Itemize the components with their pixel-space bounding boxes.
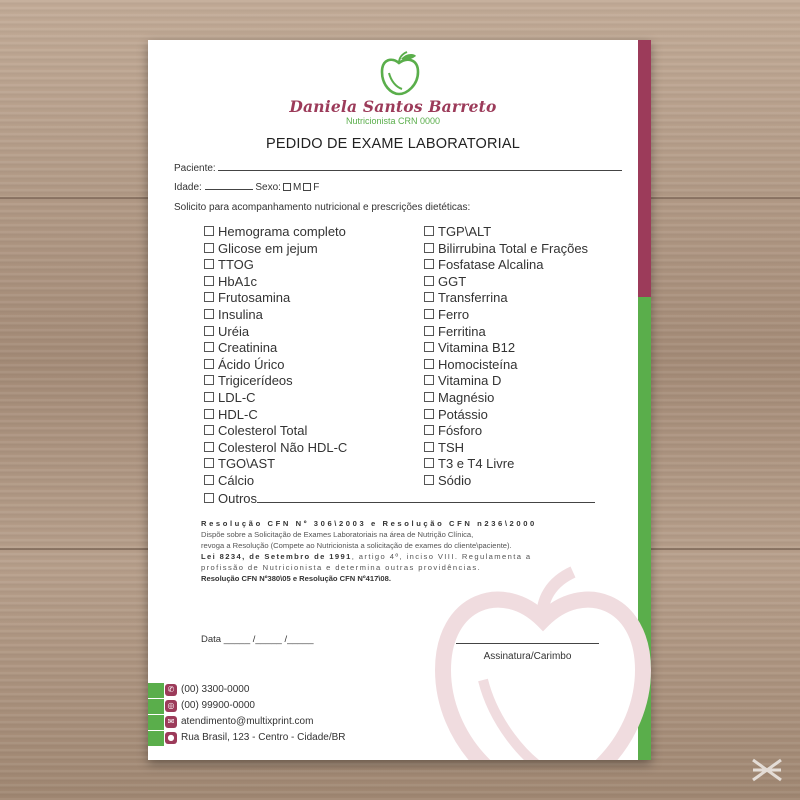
exam-checkbox-item[interactable] xyxy=(204,340,277,355)
sex-m-checkbox[interactable] xyxy=(283,183,291,191)
exam-label: Cálcio xyxy=(218,473,255,488)
exam-label: Uréia xyxy=(218,323,250,339)
exam-checkbox-item[interactable] xyxy=(204,290,290,305)
contact-text: (00) 99900-0000 xyxy=(181,700,255,711)
legal-line: Dispõe sobre a Solicitação de Exames Laboratoriais na área de Nutrição Clínica, xyxy=(201,530,474,539)
legal-line: Resolução CFN Nº380\05 e Resolução CFN Nº417\08. xyxy=(201,574,391,583)
exam-checkbox-item[interactable] xyxy=(424,440,464,455)
legal-line: profissão de Nutricionista e determina outras providências. xyxy=(201,563,482,572)
exam-label: Bilirrubina Total e Frações xyxy=(438,240,589,256)
contact-bar xyxy=(148,731,164,746)
exam-label: Hemograma completo xyxy=(218,224,346,239)
checkbox-icon[interactable] xyxy=(424,342,434,352)
contact-bar xyxy=(148,715,164,730)
phone-icon: ✆ xyxy=(165,684,177,696)
checkbox-icon[interactable] xyxy=(204,292,214,302)
exam-checkbox-item[interactable] xyxy=(424,274,466,289)
checkbox-icon[interactable] xyxy=(204,409,214,419)
exam-checkbox-item[interactable] xyxy=(204,407,258,422)
contact-bar xyxy=(148,699,164,714)
checkbox-icon[interactable] xyxy=(204,475,214,485)
checkbox-icon[interactable] xyxy=(424,458,434,468)
legal-line: revoga a Resolução (Compete ao Nutricionista a solicitação de exames do cliente\paciente). xyxy=(201,541,512,550)
exam-label: HbA1c xyxy=(218,273,258,289)
contact-text: Rua Brasil, 123 - Centro - Cidade/BR xyxy=(181,732,346,743)
multix-watermark-icon xyxy=(750,757,784,783)
checkbox-icon[interactable] xyxy=(424,259,434,269)
exam-checkbox-item[interactable] xyxy=(204,473,254,488)
checkbox-icon[interactable] xyxy=(204,392,214,402)
checkbox-icon[interactable] xyxy=(204,493,214,503)
exam-label: Homocisteína xyxy=(438,356,518,372)
wine-side-stripe xyxy=(638,40,651,297)
exam-label: TSH xyxy=(438,439,464,455)
exam-checkbox-item[interactable] xyxy=(424,324,486,339)
checkbox-icon[interactable] xyxy=(424,226,434,236)
exam-label: Colesterol Não HDL-C xyxy=(218,439,348,455)
contact-text: (00) 3300-0000 xyxy=(181,684,250,695)
checkbox-icon[interactable] xyxy=(204,276,214,286)
checkbox-icon[interactable] xyxy=(424,326,434,336)
checkbox-icon[interactable] xyxy=(424,276,434,286)
exam-checkbox-item[interactable] xyxy=(424,423,482,438)
exam-checkbox-item[interactable] xyxy=(424,407,488,422)
checkbox-icon[interactable] xyxy=(424,292,434,302)
exam-label: Outros xyxy=(218,491,258,506)
exam-label: Transferrina xyxy=(438,290,508,306)
patient-field[interactable] xyxy=(174,161,622,174)
sex-f-label: F xyxy=(313,182,320,193)
exam-label: Colesterol Total xyxy=(218,423,308,439)
brand-subtitle: Nutricionista CRN 0000 xyxy=(345,116,441,126)
age-sex-field xyxy=(174,180,319,193)
exam-checkbox-item[interactable] xyxy=(204,307,263,322)
exam-request-sheet xyxy=(148,40,651,760)
sex-m-label: M xyxy=(292,182,302,193)
exam-label: Frutosamina xyxy=(218,290,291,306)
exam-checkbox-item[interactable] xyxy=(424,257,544,272)
legal-resolution-title: Resolução CFN Nº 306\2003 e Resolução CFN n236\2000 xyxy=(201,519,537,528)
exam-label: Fósforo xyxy=(438,423,483,439)
exam-label: Vitamina D xyxy=(438,373,502,389)
checkbox-icon[interactable] xyxy=(204,243,214,253)
exam-checkbox-item[interactable] xyxy=(424,473,471,488)
age-label: Idade: xyxy=(174,182,202,193)
exam-label: HDL-C xyxy=(218,406,258,422)
exam-label: Creatinina xyxy=(218,340,278,356)
checkbox-icon[interactable] xyxy=(424,359,434,369)
exam-label: Sódio xyxy=(438,473,472,488)
exam-checkbox-item[interactable] xyxy=(204,274,257,289)
exam-label: Insulina xyxy=(218,307,263,322)
legal-line: , artigo 4º, inciso VIII. Regulamenta a xyxy=(351,552,532,561)
whatsapp-icon: ◎ xyxy=(165,700,177,712)
checkbox-icon[interactable] xyxy=(204,442,214,452)
exam-label: Ácido Úrico xyxy=(218,356,285,372)
exam-label: TTOG xyxy=(218,257,254,273)
checkbox-icon[interactable] xyxy=(424,309,434,319)
checkbox-icon[interactable] xyxy=(424,425,434,435)
exam-checkbox-item[interactable] xyxy=(204,224,346,239)
exam-list-right xyxy=(424,224,634,494)
checkbox-icon[interactable] xyxy=(204,226,214,236)
exam-checkbox-item[interactable] xyxy=(204,373,293,388)
checkbox-icon[interactable] xyxy=(424,442,434,452)
exam-label: Vitamina B12 xyxy=(438,340,516,356)
exam-label: Glicose em jejum xyxy=(218,240,318,256)
exam-checkbox-item[interactable] xyxy=(204,257,254,272)
checkbox-icon[interactable] xyxy=(204,425,214,435)
exam-checkbox-item[interactable] xyxy=(424,373,501,388)
exam-checkbox-item[interactable] xyxy=(424,357,517,372)
exam-list-left xyxy=(204,224,424,514)
exam-checkbox-item[interactable] xyxy=(424,224,491,239)
exam-checkbox-item[interactable] xyxy=(204,423,307,438)
exam-checkbox-item[interactable] xyxy=(424,340,515,355)
sex-label: Sexo: xyxy=(255,182,281,193)
exam-label: Trigicerídeos xyxy=(218,373,293,389)
checkbox-icon[interactable] xyxy=(424,409,434,419)
exam-checkbox-item[interactable] xyxy=(424,456,514,471)
checkbox-icon[interactable] xyxy=(204,326,214,336)
legal-notice xyxy=(201,518,601,584)
legal-law-reference: Lei 8234, de Setembro de 1991 xyxy=(201,552,352,561)
checkbox-icon[interactable] xyxy=(424,375,434,385)
exam-checkbox-item[interactable] xyxy=(204,241,318,256)
exam-checkbox-item[interactable] xyxy=(424,390,494,405)
checkbox-icon[interactable] xyxy=(204,359,214,369)
email-icon: ✉ xyxy=(165,716,177,728)
exam-label: LDL-C xyxy=(218,390,256,405)
exam-label: Magnésio xyxy=(438,390,495,405)
exam-label: T3 e T4 Livre xyxy=(438,456,515,472)
checkbox-icon[interactable] xyxy=(424,243,434,253)
patient-label: Paciente: xyxy=(174,163,216,174)
checkbox-icon[interactable] xyxy=(204,375,214,385)
apple-logo-icon xyxy=(378,50,422,96)
exam-checkbox-item[interactable] xyxy=(424,290,508,305)
signature-label: Assinatura/Carimbo xyxy=(483,651,572,662)
document-title: PEDIDO DE EXAME LABORATORIAL xyxy=(265,136,521,152)
exam-label: GGT xyxy=(438,273,467,289)
contact-text: atendimento@multixprint.com xyxy=(181,716,314,727)
exam-label: Fosfatase Alcalina xyxy=(438,257,544,273)
location-icon: ● xyxy=(165,732,177,744)
exam-checkbox-item[interactable] xyxy=(204,456,275,471)
exam-checkbox-item[interactable] xyxy=(204,390,256,405)
date-field[interactable]: Data _____ /_____ /_____ xyxy=(201,634,314,645)
checkbox-icon[interactable] xyxy=(204,458,214,468)
checkbox-icon[interactable] xyxy=(204,342,214,352)
patient-name-line[interactable] xyxy=(218,161,622,171)
brand-name: Daniela Santos Barreto xyxy=(289,97,497,116)
exam-label: Ferro xyxy=(438,307,470,322)
age-line[interactable] xyxy=(205,180,253,190)
checkbox-icon[interactable] xyxy=(424,392,434,402)
exam-label: Ferritina xyxy=(438,323,486,339)
exam-checkbox-item[interactable] xyxy=(424,307,469,322)
checkbox-icon[interactable] xyxy=(204,309,214,319)
checkbox-icon[interactable] xyxy=(424,475,434,485)
contact-bar xyxy=(148,683,164,698)
exam-checkbox-item[interactable] xyxy=(204,324,249,339)
exam-checkbox-item[interactable] xyxy=(204,440,347,455)
signature-line[interactable] xyxy=(456,643,599,644)
exam-label: TGP\ALT xyxy=(438,224,492,239)
exam-checkbox-item[interactable] xyxy=(424,241,588,256)
exam-label: TGO\AST xyxy=(218,456,276,472)
exam-label: Potássio xyxy=(438,406,488,422)
exam-checkbox-item[interactable] xyxy=(204,357,284,372)
checkbox-icon[interactable] xyxy=(204,259,214,269)
request-text: Solicito para acompanhamento nutricional e prescrições dietéticas: xyxy=(174,202,471,213)
sex-f-checkbox[interactable] xyxy=(303,183,311,191)
